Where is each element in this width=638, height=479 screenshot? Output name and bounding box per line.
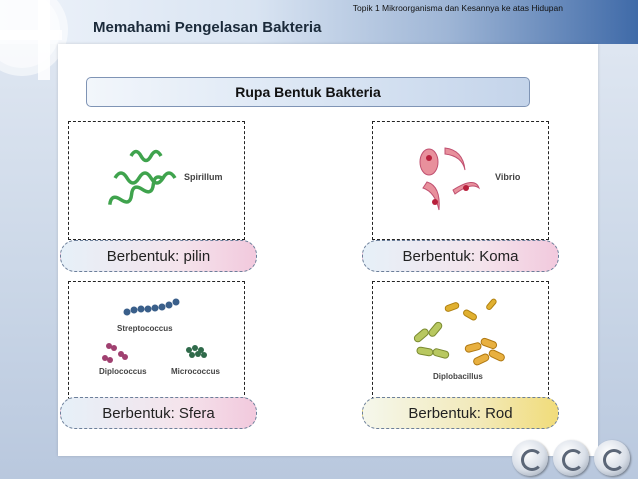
vibrio-illustration <box>373 122 548 239</box>
micrococcus-label: Micrococcus <box>171 367 220 376</box>
rod-illustration <box>373 282 548 399</box>
rod-panel <box>372 281 549 400</box>
diplobacillus-label: Diplobacillus <box>433 372 483 381</box>
cocci-illustration <box>69 282 244 399</box>
spirillum-panel <box>68 121 245 240</box>
nav-swirl-icon[interactable] <box>594 440 630 476</box>
vibrio-label: Vibrio <box>495 172 521 182</box>
diplococcus-label: Diplococcus <box>99 367 147 376</box>
nav-swirl-icon[interactable] <box>553 440 589 476</box>
streptococcus-label: Streptococcus <box>117 324 173 333</box>
caption-koma: Berbentuk: Koma <box>362 240 559 272</box>
topic-label: Topik 1 Mikroorganisma dan Kesannya ke atas Hidupan <box>352 3 563 13</box>
page-title: Memahami Pengelasan Bakteria <box>93 19 322 36</box>
vibrio-panel <box>372 121 549 240</box>
section-banner: Rupa Bentuk Bakteria <box>86 77 530 107</box>
caption-rod: Berbentuk: Rod <box>362 397 559 429</box>
cocci-panel <box>68 281 245 400</box>
spirillum-illustration <box>69 122 244 239</box>
nav-swirl-icon[interactable] <box>512 440 548 476</box>
caption-sfera: Berbentuk: Sfera <box>60 397 257 429</box>
caption-pilin: Berbentuk: pilin <box>60 240 257 272</box>
spirillum-label: Spirillum <box>184 172 223 182</box>
